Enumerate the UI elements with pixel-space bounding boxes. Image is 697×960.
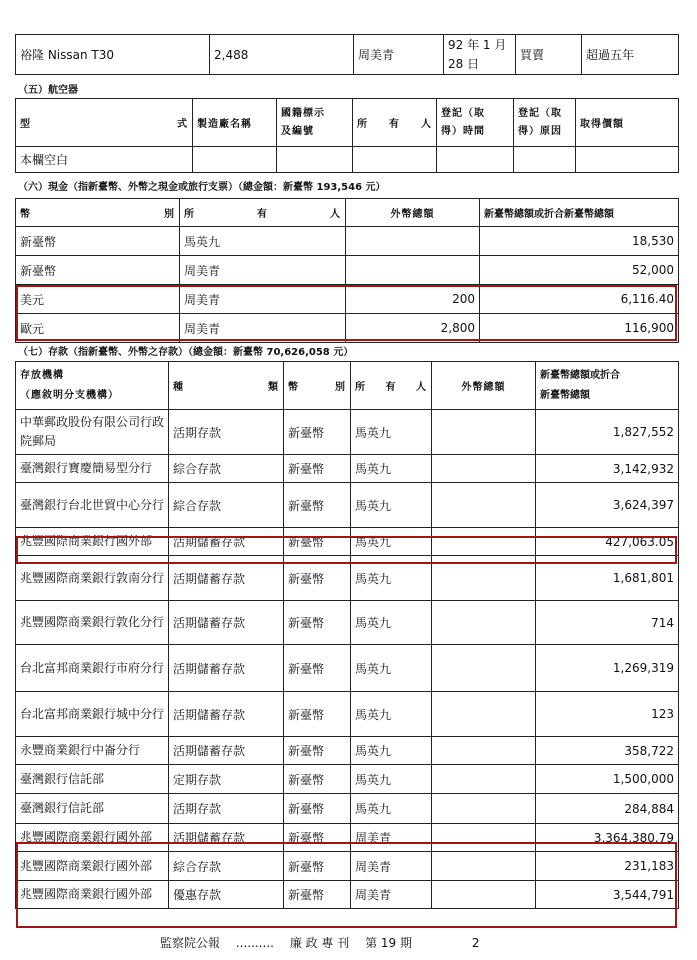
cash-ntd-amount: 18,530 — [480, 227, 679, 256]
deposit-type: 活期儲蓄存款 — [169, 601, 284, 645]
car-owner: 周美青 — [354, 35, 444, 75]
cash-ntd-amount: 52,000 — [480, 256, 679, 285]
deposit-currency: 新臺幣 — [284, 556, 351, 601]
deposit-ntd-amount: 3,364,380.79 — [536, 824, 679, 852]
footer-section: 廉 政 專 刊 — [289, 936, 350, 950]
deposit-type: 活期儲蓄存款 — [169, 824, 284, 852]
deposit-type: 定期存款 — [169, 765, 284, 794]
deposit-row — [16, 692, 679, 737]
deposit-currency: 新臺幣 — [284, 645, 351, 692]
aircraft-empty-row — [16, 147, 679, 173]
cash-table — [15, 198, 679, 343]
deposit-type: 活期儲蓄存款 — [169, 528, 284, 556]
deposit-institution: 兆豐國際商業銀行國外部 — [16, 852, 169, 881]
deposit-ntd-amount: 1,681,801 — [536, 556, 679, 601]
deposits-col-institution: 存放機構 （應敘明分支機構） — [16, 362, 169, 410]
deposit-foreign-amount — [432, 881, 536, 909]
deposit-currency: 新臺幣 — [284, 601, 351, 645]
cash-currency: 美元 — [16, 285, 180, 314]
cash-ntd-amount: 116,900 — [480, 314, 679, 343]
deposit-row — [16, 601, 679, 645]
deposit-ntd-amount: 3,624,397 — [536, 483, 679, 528]
aircraft-col-type: 型 式 — [16, 99, 193, 147]
aircraft-header-row — [16, 99, 679, 147]
cash-row — [16, 314, 679, 343]
aircraft-empty-note: 本欄空白 — [16, 147, 193, 173]
deposit-institution: 兆豐國際商業銀行國外部 — [16, 528, 169, 556]
deposits-col-foreign: 外幣總額 — [432, 362, 536, 410]
car-reason: 買賣 — [516, 35, 582, 75]
deposits-header-row — [16, 362, 679, 410]
deposit-type: 活期儲蓄存款 — [169, 556, 284, 601]
footer-publisher: 監察院公報 — [160, 936, 221, 950]
deposit-ntd-amount: 358,722 — [536, 737, 679, 765]
cash-foreign-amount: 2,800 — [346, 314, 480, 343]
cash-owner: 馬英九 — [180, 227, 346, 256]
deposit-type: 活期儲蓄存款 — [169, 645, 284, 692]
cash-row — [16, 285, 679, 314]
deposit-foreign-amount — [432, 794, 536, 824]
aircraft-col-reg-time: 登記（取 得）時間 — [437, 99, 514, 147]
deposit-foreign-amount — [432, 601, 536, 645]
page-footer — [160, 934, 491, 951]
aircraft-col-maker: 製造廠名稱 — [193, 99, 277, 147]
cash-currency: 新臺幣 — [16, 256, 180, 285]
deposit-ntd-amount: 231,183 — [536, 852, 679, 881]
deposit-owner: 馬英九 — [351, 455, 432, 483]
car-table — [15, 34, 679, 75]
deposit-owner: 馬英九 — [351, 556, 432, 601]
deposits-col-owner: 所 有 人 — [351, 362, 432, 410]
deposit-foreign-amount — [432, 455, 536, 483]
deposit-owner: 周美青 — [351, 852, 432, 881]
deposit-ntd-amount: 3,544,791 — [536, 881, 679, 909]
deposit-institution: 台北富邦商業銀行市府分行 — [16, 645, 169, 692]
deposit-ntd-amount: 1,500,000 — [536, 765, 679, 794]
deposit-type: 活期儲蓄存款 — [169, 692, 284, 737]
car-date-line1: 92 年 1 月 — [448, 37, 507, 52]
deposit-currency: 新臺幣 — [284, 765, 351, 794]
deposit-owner: 馬英九 — [351, 794, 432, 824]
deposit-owner: 馬英九 — [351, 765, 432, 794]
deposit-owner: 馬英九 — [351, 601, 432, 645]
cash-col-owner: 所 有 人 — [180, 199, 346, 227]
deposit-foreign-amount — [432, 765, 536, 794]
deposit-type: 優惠存款 — [169, 881, 284, 909]
deposits-caption: （七）存款（指新臺幣、外幣之存款）（總金額：新臺幣 70,626,058 元） — [18, 347, 354, 358]
deposit-institution: 台北富邦商業銀行城中分行 — [16, 692, 169, 737]
deposit-row — [16, 645, 679, 692]
deposit-row — [16, 737, 679, 765]
deposit-owner: 馬英九 — [351, 410, 432, 455]
deposit-institution: 兆豐國際商業銀行國外部 — [16, 881, 169, 909]
footer-issue: 第 19 期 — [365, 936, 413, 950]
deposit-currency: 新臺幣 — [284, 852, 351, 881]
deposit-foreign-amount — [432, 737, 536, 765]
car-item: 裕隆 Nissan T30 — [16, 35, 210, 75]
cash-header-row — [16, 199, 679, 227]
deposits-table — [15, 361, 679, 909]
footer-page-number: 2 — [471, 936, 480, 950]
cash-caption: （六）現金（指新臺幣、外幣之現金或旅行支票）（總金額：新臺幣 193,546 元） — [18, 182, 386, 193]
deposit-row — [16, 794, 679, 824]
deposit-foreign-amount — [432, 483, 536, 528]
deposit-currency: 新臺幣 — [284, 528, 351, 556]
deposit-currency: 新臺幣 — [284, 737, 351, 765]
aircraft-caption: （五）航空器 — [18, 85, 78, 96]
deposit-owner: 馬英九 — [351, 645, 432, 692]
deposit-currency: 新臺幣 — [284, 824, 351, 852]
aircraft-col-reg-reason: 登記（取 得）原因 — [514, 99, 576, 147]
car-date-line2: 28 日 — [448, 56, 480, 71]
car-date — [444, 35, 516, 75]
car-amount: 2,488 — [210, 35, 354, 75]
deposit-type: 活期存款 — [169, 794, 284, 824]
cash-col-ntd: 新臺幣總額或折合新臺幣總額 — [480, 199, 679, 227]
deposit-row — [16, 483, 679, 528]
deposit-ntd-amount: 427,063.05 — [536, 528, 679, 556]
deposit-ntd-amount: 1,269,319 — [536, 645, 679, 692]
deposit-row — [16, 852, 679, 881]
deposit-foreign-amount — [432, 824, 536, 852]
cash-col-currency: 幣 別 — [16, 199, 180, 227]
deposit-currency: 新臺幣 — [284, 794, 351, 824]
car-period: 超過五年 — [582, 35, 679, 75]
deposit-foreign-amount — [432, 556, 536, 601]
footer-dots: .......... — [235, 936, 274, 950]
aircraft-col-registration: 國籍標示 及編號 — [277, 99, 353, 147]
deposit-foreign-amount — [432, 852, 536, 881]
deposit-foreign-amount — [432, 410, 536, 455]
deposit-type: 綜合存款 — [169, 455, 284, 483]
deposit-institution: 兆豐國際商業銀行敦南分行 — [16, 556, 169, 601]
aircraft-table — [15, 98, 679, 173]
deposit-foreign-amount — [432, 645, 536, 692]
deposit-foreign-amount — [432, 528, 536, 556]
deposit-owner: 馬英九 — [351, 528, 432, 556]
deposit-institution: 中華郵政股份有限公司行政院郵局 — [16, 410, 169, 455]
cash-owner: 周美青 — [180, 285, 346, 314]
deposit-currency: 新臺幣 — [284, 483, 351, 528]
cash-row — [16, 256, 679, 285]
deposit-row — [16, 556, 679, 601]
cash-owner: 周美青 — [180, 314, 346, 343]
cash-foreign-amount: 200 — [346, 285, 480, 314]
deposits-col-ntd: 新臺幣總額或折合 新臺幣總額 — [536, 362, 679, 410]
deposit-ntd-amount: 1,827,552 — [536, 410, 679, 455]
deposit-owner: 周美青 — [351, 824, 432, 852]
deposit-owner: 馬英九 — [351, 692, 432, 737]
aircraft-col-price: 取得價額 — [576, 99, 679, 147]
deposit-row — [16, 455, 679, 483]
deposits-col-type: 種 類 — [169, 362, 284, 410]
deposit-type: 綜合存款 — [169, 483, 284, 528]
cash-currency: 歐元 — [16, 314, 180, 343]
deposit-ntd-amount: 123 — [536, 692, 679, 737]
cash-foreign-amount — [346, 227, 480, 256]
deposit-institution: 永豐商業銀行中崙分行 — [16, 737, 169, 765]
cash-owner: 周美青 — [180, 256, 346, 285]
deposit-ntd-amount: 3,142,932 — [536, 455, 679, 483]
cash-ntd-amount: 6,116.40 — [480, 285, 679, 314]
deposit-owner: 馬英九 — [351, 483, 432, 528]
deposit-type: 活期存款 — [169, 410, 284, 455]
deposit-row — [16, 881, 679, 909]
deposit-row — [16, 824, 679, 852]
cash-foreign-amount — [346, 256, 480, 285]
deposits-col-currency: 幣 別 — [284, 362, 351, 410]
car-row — [16, 35, 679, 75]
cash-col-foreign: 外幣總額 — [346, 199, 480, 227]
deposit-currency: 新臺幣 — [284, 692, 351, 737]
deposit-type: 綜合存款 — [169, 852, 284, 881]
deposit-currency: 新臺幣 — [284, 881, 351, 909]
deposit-institution: 臺灣銀行信託部 — [16, 765, 169, 794]
deposit-row — [16, 528, 679, 556]
deposit-institution: 兆豐國際商業銀行國外部 — [16, 824, 169, 852]
deposit-institution: 兆豐國際商業銀行敦化分行 — [16, 601, 169, 645]
deposit-type: 活期儲蓄存款 — [169, 737, 284, 765]
deposit-row — [16, 410, 679, 455]
deposit-owner: 周美青 — [351, 881, 432, 909]
cash-currency: 新臺幣 — [16, 227, 180, 256]
deposit-institution: 臺灣銀行信託部 — [16, 794, 169, 824]
deposit-ntd-amount: 714 — [536, 601, 679, 645]
cash-row — [16, 227, 679, 256]
deposit-currency: 新臺幣 — [284, 410, 351, 455]
deposit-currency: 新臺幣 — [284, 455, 351, 483]
deposit-institution: 臺灣銀行寶慶簡易型分行 — [16, 455, 169, 483]
deposit-ntd-amount: 284,884 — [536, 794, 679, 824]
deposit-row — [16, 765, 679, 794]
aircraft-col-owner: 所 有 人 — [353, 99, 437, 147]
deposit-owner: 馬英九 — [351, 737, 432, 765]
deposit-foreign-amount — [432, 692, 536, 737]
deposit-institution: 臺灣銀行台北世貿中心分行 — [16, 483, 169, 528]
